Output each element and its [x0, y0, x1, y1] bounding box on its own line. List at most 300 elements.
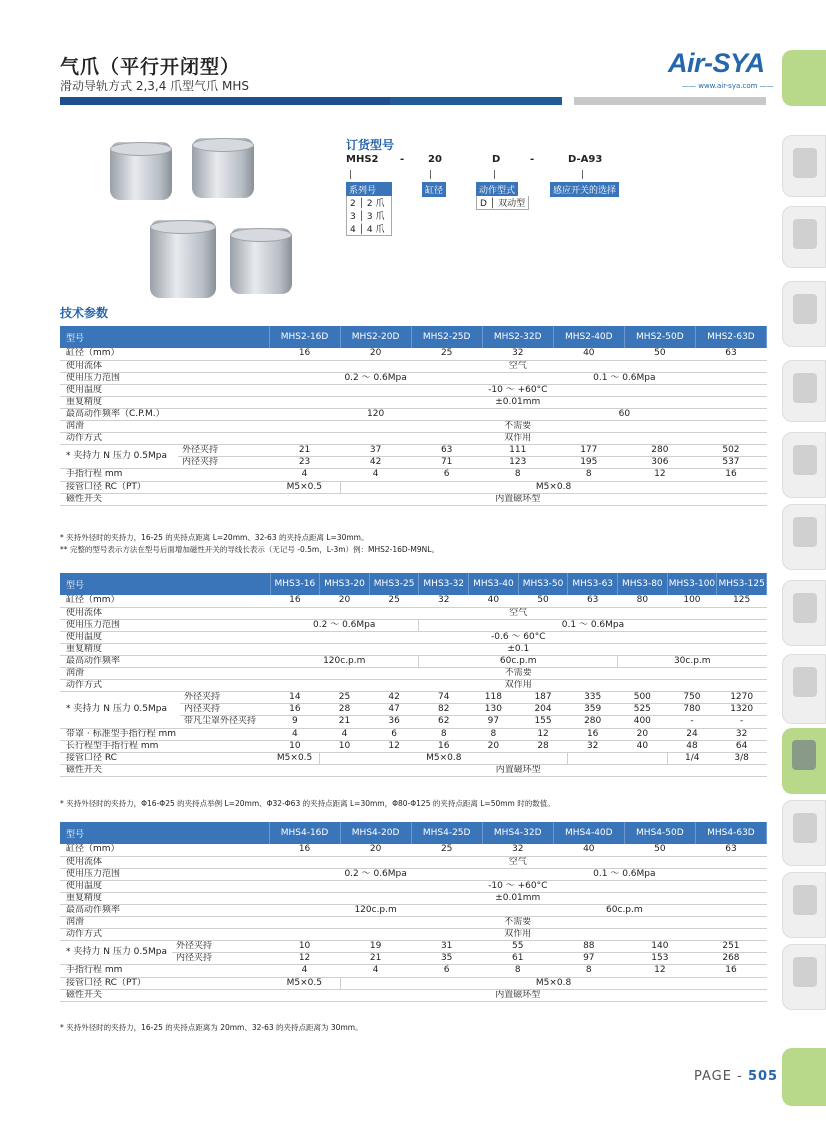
- order-code-dash: -: [400, 154, 405, 165]
- series-option-3: 3 │ 3 爪: [346, 209, 392, 223]
- cell: 双作用: [270, 680, 766, 692]
- filter-icon: [793, 148, 817, 178]
- cell: 16: [695, 469, 766, 481]
- cell: 12: [369, 740, 419, 752]
- header-model-col: MHS3-32: [419, 573, 469, 595]
- order-code-block: [346, 136, 617, 235]
- row-label: 使用压力范围: [60, 868, 269, 880]
- row-label: 带罩 · 标准型手指行程 mm: [60, 728, 270, 740]
- cell: 400: [618, 716, 668, 728]
- table-row: [60, 655, 767, 667]
- cell: 4: [340, 469, 411, 481]
- cell: 4: [320, 728, 370, 740]
- cell: 0.2 ～ 0.6Mpa: [269, 372, 482, 384]
- table-header-row: [60, 326, 767, 348]
- header-model-col: MHS2-32D: [482, 326, 553, 348]
- table-row: [60, 668, 767, 680]
- cell: 21: [320, 716, 370, 728]
- gripper-3-jaw-image: [192, 138, 254, 198]
- cell: 88: [553, 941, 624, 953]
- cell: 双作用: [269, 433, 766, 445]
- regulator-icon: [793, 294, 817, 324]
- side-tab-lubricator[interactable]: [782, 206, 826, 268]
- cell: 内置磁环型: [269, 493, 766, 505]
- cell: 32: [419, 595, 469, 607]
- table-row: [60, 493, 767, 505]
- cell: 335: [568, 692, 618, 704]
- cell: ±0.1: [270, 643, 766, 655]
- cell: 32: [568, 740, 618, 752]
- cell: 双作用: [269, 929, 766, 941]
- table-row: [60, 348, 767, 360]
- cell: -: [717, 716, 767, 728]
- row-label: 使用流体: [60, 360, 269, 372]
- page-subtitle: 滑动导轨方式 2,3,4 爪型气爪 MHS: [60, 79, 249, 93]
- gripper-2-jaw-image: [110, 142, 172, 200]
- table-note: ** 完整的型号表示方法在型号后面增加磁性开关的导线长表示（无记号 -0.5m，L-3m）例：MHS2-16D-M9NL。: [60, 545, 439, 554]
- header-model: 型号: [60, 822, 269, 844]
- table-row: [60, 445, 767, 457]
- cell: 24: [667, 728, 717, 740]
- table-header-row: [60, 573, 767, 595]
- spec-table-mhs4: [60, 822, 767, 1002]
- row-label: 接管口径 RC（PT）: [60, 481, 269, 493]
- cell: 0.2 ～ 0.6Mpa: [270, 619, 419, 631]
- header-model-col: MHS2-50D: [624, 326, 695, 348]
- row-label: 最高动作频率: [60, 904, 269, 916]
- row-label: 润滑: [60, 917, 269, 929]
- cell: 6: [411, 965, 482, 977]
- side-tab-cylinder[interactable]: [782, 580, 826, 646]
- header-model-col: MHS4-50D: [624, 822, 695, 844]
- cell: 空气: [269, 856, 766, 868]
- cell: M5×0.5: [269, 481, 340, 493]
- cell: 20: [320, 595, 370, 607]
- cell: 155: [518, 716, 568, 728]
- cell: 71: [411, 457, 482, 469]
- table-row: [60, 977, 767, 989]
- header-model-col: MHS4-20D: [340, 822, 411, 844]
- table-header-row: [60, 822, 767, 844]
- series-option-4: 4 │ 4 爪: [346, 222, 392, 236]
- row-label: 最高动作频率（C.P.M.）: [60, 408, 269, 420]
- cell: 50: [624, 844, 695, 856]
- cell: 14: [270, 692, 320, 704]
- cell: 4: [269, 965, 340, 977]
- cell: [568, 752, 667, 764]
- sub-label: 内径夹持: [180, 704, 270, 716]
- cell: 0.1 ～ 0.6Mpa: [482, 372, 766, 384]
- sub-label: 带凡尘罩外径夹持: [180, 716, 270, 728]
- row-label: 手指行程 mm: [60, 469, 269, 481]
- header-model-col: MHS2-40D: [553, 326, 624, 348]
- row-label: 最高动作频率: [60, 655, 270, 667]
- spec-table-mhs2: [60, 326, 767, 506]
- cell: 100: [667, 595, 717, 607]
- table-row: [60, 917, 767, 929]
- table-row: [60, 868, 767, 880]
- cell: 20: [469, 740, 519, 752]
- cell: 50: [624, 348, 695, 360]
- row-label: 手指行程 mm: [60, 965, 269, 977]
- side-tab-valve[interactable]: [782, 432, 826, 498]
- table-row: [60, 844, 767, 856]
- gripper-round-image: [230, 228, 292, 294]
- cell: 6: [369, 728, 419, 740]
- gripper-4-jaw-image: [150, 220, 216, 298]
- cell: M5×0.8: [320, 752, 568, 764]
- cell: 61: [482, 953, 553, 965]
- cell: 80: [618, 595, 668, 607]
- cell: 60c.p.m: [482, 904, 766, 916]
- order-tick: [430, 170, 431, 179]
- table-note: * 夹持外径时的夹持力，16-25 的夹持点距离为 20mm、32-63 的夹持点距离为 30mm。: [60, 1023, 363, 1032]
- cell: 30c.p.m: [618, 655, 767, 667]
- cell: 3/8: [717, 752, 767, 764]
- side-tab-bottom[interactable]: [782, 1048, 826, 1106]
- table-row: [60, 989, 767, 1001]
- cell: 25: [411, 844, 482, 856]
- row-label: 缸径（mm）: [60, 348, 269, 360]
- row-label: * 夹持力 N 压力 0.5Mpa: [60, 941, 172, 965]
- cell: 16: [269, 844, 340, 856]
- cell: 40: [553, 844, 624, 856]
- order-code-series: MHS2: [346, 154, 379, 165]
- header-model-col: MHS2-16D: [269, 326, 340, 348]
- table-row: [60, 643, 767, 655]
- cell: 50: [518, 595, 568, 607]
- cell: 32: [482, 844, 553, 856]
- row-label: 使用压力范围: [60, 619, 270, 631]
- cell: 42: [369, 692, 419, 704]
- side-tab-solenoid[interactable]: [782, 504, 826, 570]
- cell: 111: [482, 445, 553, 457]
- header-model-col: MHS3-80: [618, 573, 668, 595]
- cell: 32: [482, 348, 553, 360]
- row-label: 磁性开关: [60, 493, 269, 505]
- cell: M5×0.5: [270, 752, 320, 764]
- spec-table-mhs3: [60, 573, 767, 777]
- cell: 177: [553, 445, 624, 457]
- table-row: [60, 433, 767, 445]
- row-label: 动作方式: [60, 680, 270, 692]
- cell: 1270: [717, 692, 767, 704]
- header-model: 型号: [60, 326, 269, 348]
- side-tab-tube[interactable]: [782, 800, 826, 866]
- brand-url: —— www.air-sya.com ——: [682, 82, 774, 90]
- row-label: 磁性开关: [60, 764, 270, 776]
- table-row: [60, 880, 767, 892]
- order-label-switch: 感应开关的选择: [550, 182, 619, 197]
- row-label: 使用温度: [60, 384, 269, 396]
- sub-label: 外径夹持: [178, 445, 269, 457]
- side-tab-fitting[interactable]: [782, 360, 826, 422]
- cell: 140: [624, 941, 695, 953]
- row-label: 接管口径 RC（PT）: [60, 977, 269, 989]
- header-model-col: MHS3-25: [369, 573, 419, 595]
- table-row: [60, 856, 767, 868]
- table-row: [60, 607, 767, 619]
- cell: 120c.p.m: [270, 655, 419, 667]
- table-note: * 夹持外径时的夹持力，16-25 的夹持点距离 L=20mm、32-63 的夹持点距离 L=30mm。: [60, 533, 369, 542]
- header-model-col: MHS3-125: [717, 573, 767, 595]
- cell: 268: [695, 953, 766, 965]
- cell: 32: [717, 728, 767, 740]
- cell: 20: [618, 728, 668, 740]
- lubricator-icon: [793, 219, 817, 249]
- header-model-col: MHS3-63: [568, 573, 618, 595]
- row-label: * 夹持力 N 压力 0.5Mpa: [60, 692, 180, 728]
- row-label: 使用温度: [60, 880, 269, 892]
- cell: 12: [624, 469, 695, 481]
- order-code-action: D: [492, 154, 501, 165]
- table-row: [60, 384, 767, 396]
- cell: 31: [411, 941, 482, 953]
- cell: 8: [419, 728, 469, 740]
- cell: 4: [269, 469, 340, 481]
- table-row: [60, 892, 767, 904]
- header-model-col: MHS3-100: [667, 573, 717, 595]
- accessory-icon: [793, 957, 817, 987]
- cell: 8: [482, 469, 553, 481]
- cell: -10 ～ +60°C: [269, 880, 766, 892]
- table-row: [60, 421, 767, 433]
- side-tab-silencer[interactable]: [782, 872, 826, 938]
- row-label: 缸径（mm）: [60, 595, 270, 607]
- brand-logo: Air-SYA: [668, 48, 765, 78]
- cell: 空气: [270, 607, 766, 619]
- row-label: 使用温度: [60, 631, 270, 643]
- cell: 187: [518, 692, 568, 704]
- order-label-action: 动作型式: [476, 182, 518, 197]
- cell: 1/4: [667, 752, 717, 764]
- cell: 不需要: [270, 668, 766, 680]
- order-tick: [582, 170, 583, 179]
- cell: 21: [340, 953, 411, 965]
- cell: 60: [482, 408, 766, 420]
- order-code-dash: -: [530, 154, 535, 165]
- cell: 37: [340, 445, 411, 457]
- cell: 12: [624, 965, 695, 977]
- actuator-icon: [793, 667, 817, 697]
- cell: 63: [695, 348, 766, 360]
- cell: 47: [369, 704, 419, 716]
- cell: 28: [320, 704, 370, 716]
- header-model-col: MHS4-63D: [695, 822, 766, 844]
- cell: 359: [568, 704, 618, 716]
- order-code-switch: D-A93: [568, 154, 603, 165]
- row-label: 磁性开关: [60, 989, 269, 1001]
- table-row: [60, 595, 767, 607]
- cell: 306: [624, 457, 695, 469]
- cell: 25: [320, 692, 370, 704]
- sub-label: 内径夹持: [172, 953, 269, 965]
- header-model-col: MHS3-20: [320, 573, 370, 595]
- cell: 4: [270, 728, 320, 740]
- sub-label: 外径夹持: [180, 692, 270, 704]
- cell: 9: [270, 716, 320, 728]
- cell: 125: [717, 595, 767, 607]
- cell: 60c.p.m: [419, 655, 618, 667]
- cell: 97: [469, 716, 519, 728]
- side-tab-filter[interactable]: [782, 135, 826, 197]
- cell: 10: [269, 941, 340, 953]
- header-model-col: MHS4-40D: [553, 822, 624, 844]
- row-label: 接管口径 RC: [60, 752, 270, 764]
- cell: 10: [270, 740, 320, 752]
- cell: 500: [618, 692, 668, 704]
- cell: 97: [553, 953, 624, 965]
- cell: 21: [269, 445, 340, 457]
- table-row: [60, 692, 767, 704]
- table-row: [60, 764, 767, 776]
- cell: ±0.01mm: [269, 892, 766, 904]
- table-row: [60, 469, 767, 481]
- header-model-col: MHS2-25D: [411, 326, 482, 348]
- cell: 123: [482, 457, 553, 469]
- cell: 130: [469, 704, 519, 716]
- cell: 153: [624, 953, 695, 965]
- cell: 280: [568, 716, 618, 728]
- cell: 525: [618, 704, 668, 716]
- cell: 48: [667, 740, 717, 752]
- cell: 20: [340, 348, 411, 360]
- header-model-col: MHS4-25D: [411, 822, 482, 844]
- cell: 0.1 ～ 0.6Mpa: [482, 868, 766, 880]
- cell: 25: [369, 595, 419, 607]
- side-tab-accessory[interactable]: [782, 944, 826, 1010]
- silencer-icon: [793, 885, 817, 915]
- cell: 195: [553, 457, 624, 469]
- page-title: 气爪（平行开闭型）: [60, 56, 241, 78]
- cell: 不需要: [269, 421, 766, 433]
- header-bar-dark: [60, 97, 390, 105]
- cell: 63: [568, 595, 618, 607]
- row-label: * 夹持力 N 压力 0.5Mpa: [60, 445, 178, 469]
- page-number: PAGE - 505: [694, 1069, 779, 1084]
- valve-icon: [793, 445, 817, 475]
- table-row: [60, 941, 767, 953]
- header-model-col: MHS2-63D: [695, 326, 766, 348]
- cell: -0.6 ～ 60°C: [270, 631, 766, 643]
- table-row: [60, 408, 767, 420]
- side-tab-top[interactable]: [782, 50, 826, 106]
- header-model-col: MHS3-50: [518, 573, 568, 595]
- cell: 28: [518, 740, 568, 752]
- cell: 120: [269, 408, 482, 420]
- solenoid-icon: [793, 517, 817, 547]
- cell: 62: [419, 716, 469, 728]
- cell: 118: [469, 692, 519, 704]
- header-model-col: MHS2-20D: [340, 326, 411, 348]
- header-model-col: MHS3-40: [469, 573, 519, 595]
- cell: 0.2 ～ 0.6Mpa: [269, 868, 482, 880]
- action-option-d: D │ 双动型: [476, 196, 529, 210]
- cell: 16: [270, 704, 320, 716]
- tube-icon: [793, 813, 817, 843]
- cell: 8: [553, 965, 624, 977]
- header-bar-gray: [574, 97, 766, 105]
- cell: 内置磁环型: [269, 989, 766, 1001]
- table-row: [60, 631, 767, 643]
- row-label: 使用流体: [60, 856, 269, 868]
- cell: 280: [624, 445, 695, 457]
- row-label: 重复精度: [60, 892, 269, 904]
- side-tab-actuator[interactable]: [782, 654, 826, 724]
- order-code-bore: 20: [428, 154, 442, 165]
- cell: 23: [269, 457, 340, 469]
- cell: -10 ～ +60°C: [269, 384, 766, 396]
- cell: 8: [553, 469, 624, 481]
- cell: 55: [482, 941, 553, 953]
- table-row: [60, 396, 767, 408]
- table-row: [60, 728, 767, 740]
- cell: M5×0.5: [269, 977, 340, 989]
- cell: 82: [419, 704, 469, 716]
- section-title: 技术参数: [60, 306, 109, 320]
- table-row: [60, 619, 767, 631]
- cell: 20: [340, 844, 411, 856]
- cell: 16: [568, 728, 618, 740]
- fitting-icon: [793, 373, 817, 403]
- cylinder-icon: [793, 593, 817, 623]
- row-label: 重复精度: [60, 396, 269, 408]
- cell: 120c.p.m: [269, 904, 482, 916]
- header-model-col: MHS3-16: [270, 573, 320, 595]
- cell: 63: [411, 445, 482, 457]
- table-row: [60, 372, 767, 384]
- cell: 空气: [269, 360, 766, 372]
- cell: 502: [695, 445, 766, 457]
- row-label: 使用压力范围: [60, 372, 269, 384]
- cell: 251: [695, 941, 766, 953]
- table-note: * 夹持外径时的夹持力，Φ16-Φ25 的夹持点举例 L=20mm、Φ32-Φ63 的夹持点距离 L=30mm，Φ80-Φ125 的夹持点距离 L=50mm 时的数值。: [60, 799, 555, 808]
- cell: 10: [320, 740, 370, 752]
- order-label-bore: 缸径: [422, 182, 446, 197]
- order-heading: 订货型号: [346, 138, 395, 152]
- cell: 0.1 ～ 0.6Mpa: [419, 619, 767, 631]
- cell: 12: [518, 728, 568, 740]
- cell: 40: [553, 348, 624, 360]
- cell: M5×0.8: [340, 977, 766, 989]
- header-model: 型号: [60, 573, 270, 595]
- table-row: [60, 904, 767, 916]
- table-row: [60, 965, 767, 977]
- order-label-series: 系列号: [346, 182, 392, 197]
- cell: 42: [340, 457, 411, 469]
- table-row: [60, 929, 767, 941]
- header-bar-blue: [390, 97, 562, 105]
- cell: 16: [419, 740, 469, 752]
- cell: 8: [482, 965, 553, 977]
- cell: 19: [340, 941, 411, 953]
- cell: 35: [411, 953, 482, 965]
- row-label: 动作方式: [60, 929, 269, 941]
- side-tab-gripper[interactable]: [782, 728, 826, 794]
- row-label: 重复精度: [60, 643, 270, 655]
- row-label: 缸径（mm）: [60, 844, 269, 856]
- cell: ±0.01mm: [269, 396, 766, 408]
- cell: 64: [717, 740, 767, 752]
- cell: 204: [518, 704, 568, 716]
- cell: 750: [667, 692, 717, 704]
- side-tab-regulator[interactable]: [782, 281, 826, 347]
- row-label: 润滑: [60, 421, 269, 433]
- cell: 16: [270, 595, 320, 607]
- sub-label: 外径夹持: [172, 941, 269, 953]
- table-row: [60, 752, 767, 764]
- table-row: [60, 481, 767, 493]
